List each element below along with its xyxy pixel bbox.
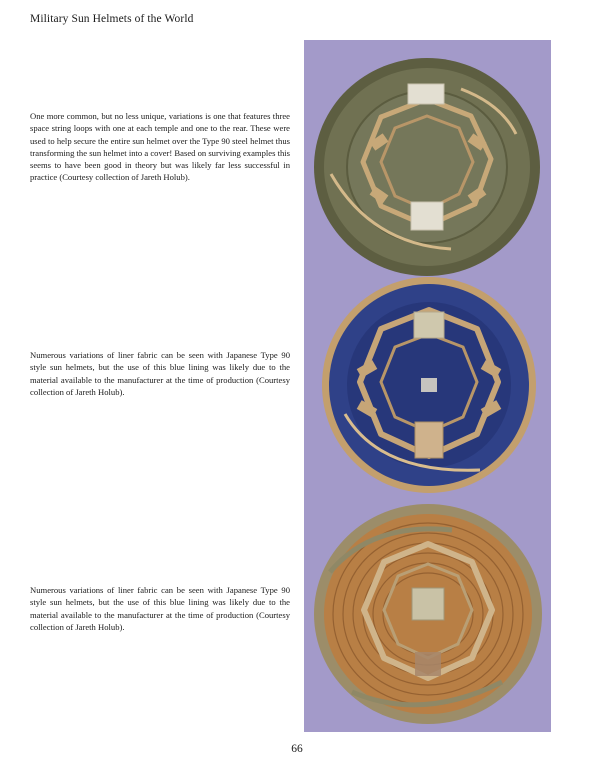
- page-number: 66: [291, 743, 303, 755]
- helmet-photo-blue-lining: [320, 274, 538, 496]
- photo-panel: [304, 40, 551, 732]
- caption-blue-helmet: Numerous variations of liner fabric can be seen with Japanese Type 90 style sun helmets, but the use of this blue lining was likely due to the material available to the manufacturer at the time of production (Courtesy collection of Jareth Holub).: [30, 350, 290, 397]
- caption-wicker-helmet: Numerous variations of liner fabric can be seen with Japanese Type 90 style sun helmets, but the use of this blue lining was likely due to the material available to the manufacturer at the time of production (Courtesy collection of Jareth Holub).: [30, 585, 290, 632]
- helmet-photo-wicker: [312, 502, 544, 726]
- running-header: Military Sun Helmets of the World: [30, 13, 194, 25]
- helmet-photo-green-lining: [311, 54, 544, 280]
- caption-green-helmet: One more common, but no less unique, variations is one that features three space string loops with one at each temple and one to the rear. These were used to help secure the entire sun helmet over the Type 90 steel helmet thus transforming the sun helmet into a cover! Based on surviving examples this seems to have been good in theory but was likely far less successful in practice (Courtesy collection of Jareth Holub).: [30, 111, 290, 183]
